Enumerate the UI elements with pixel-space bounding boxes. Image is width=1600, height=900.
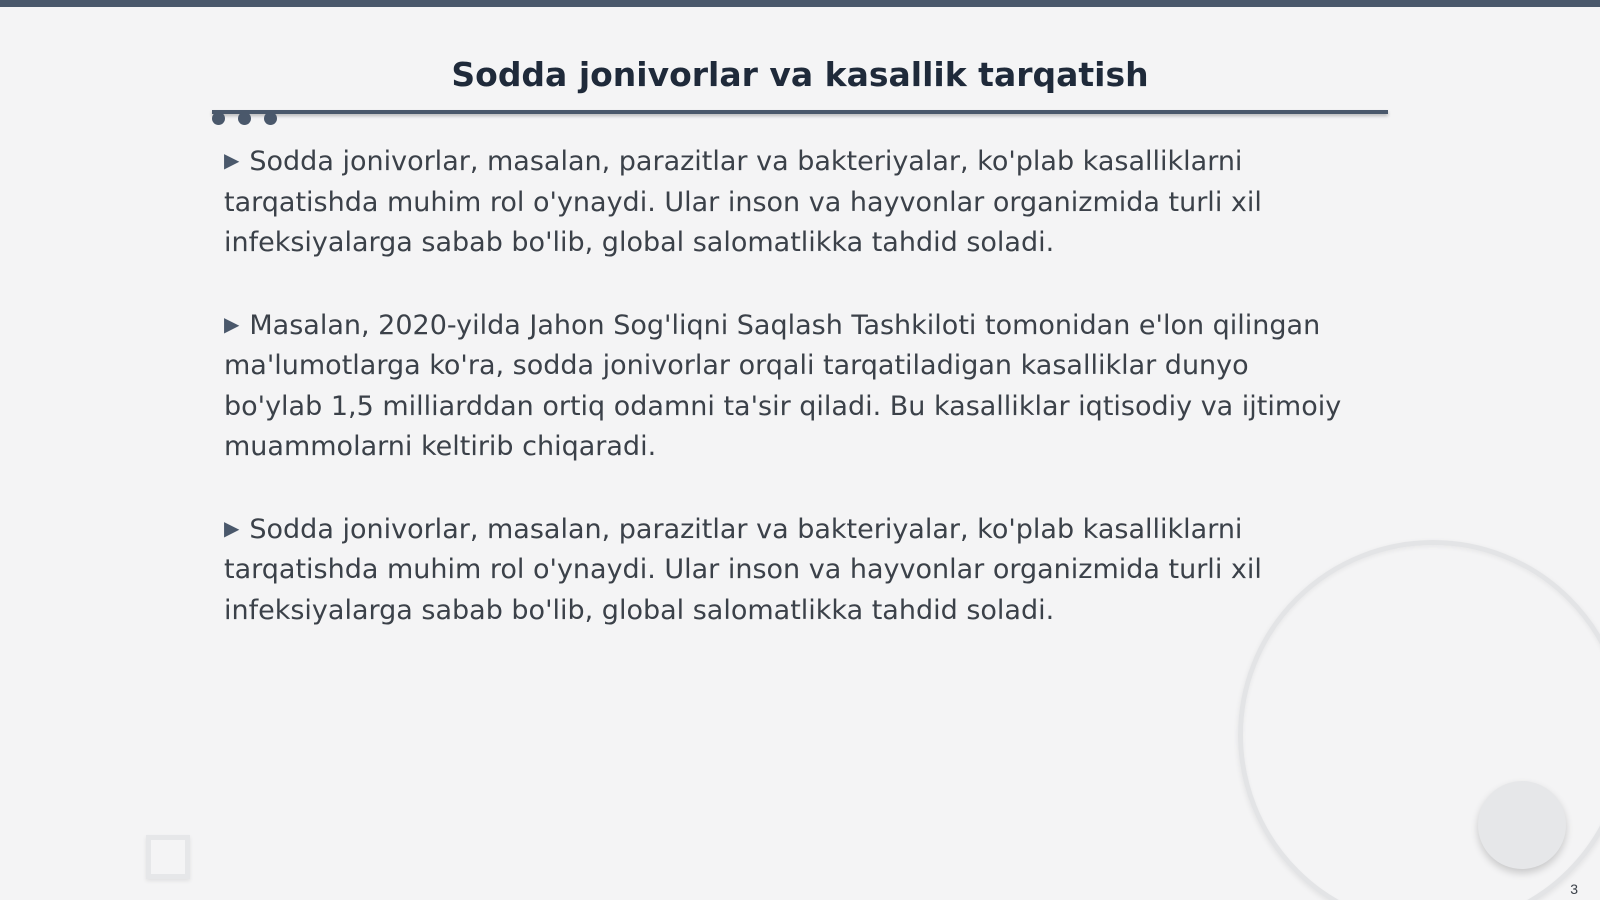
bullet-paragraph-1 [224, 140, 1354, 264]
top-accent-bar [0, 0, 1600, 7]
bullet-arrow-icon: ▶ [224, 515, 240, 540]
bullet-arrow-icon: ▶ [224, 311, 240, 336]
bullet-arrow-icon: ▶ [224, 148, 240, 172]
decorative-square [146, 835, 190, 879]
slide-title: Sodda jonivorlar va kasallik tarqatish [451, 55, 1149, 94]
bullet-text-1: Sodda jonivorlar, masalan, parazitlar va bakteriyalar, ko'plab kasalliklarni tarqatishda muhim rol o'ynaydi. Ular inson va hayvonlar organizmida turli xil infeksiyalarga sabab bo'lib, global salomatlikka tahdid soladi. [224, 146, 1262, 258]
decorative-dot-1 [212, 112, 225, 125]
bullet-text-3: Sodda jonivorlar, masalan, parazitlar va bakteriyalar, ko'plab kasalliklarni tarqatishda muhim rol o'ynaydi. Ular inson va hayvonlar organizmida turli xil infeksiyalarga sabab bo'lib, global salomatlikka tahdid soladi. [224, 513, 1262, 626]
decorative-disc [1478, 781, 1566, 869]
bullet-paragraph-3 [224, 508, 1354, 632]
bullet-paragraph-2 [224, 304, 1354, 468]
decorative-dot-2 [238, 112, 251, 125]
page-number: 3 [1570, 881, 1578, 897]
title-underline [212, 110, 1388, 114]
slide-body [224, 140, 1354, 671]
decorative-dot-3 [264, 112, 277, 125]
bullet-text-2: Masalan, 2020-yilda Jahon Sog'liqni Saqlash Tashkiloti tomonidan e'lon qilingan ma'lumotlarga ko'ra, sodda jonivorlar orqali tarqatiladigan kasalliklar dunyo bo'ylab 1,5 milliarddan ortiq odamni ta'sir qiladi. Bu kasalliklar iqtisodiy va ijtimoiy muammolarni keltirib chiqaradi. [224, 309, 1342, 462]
